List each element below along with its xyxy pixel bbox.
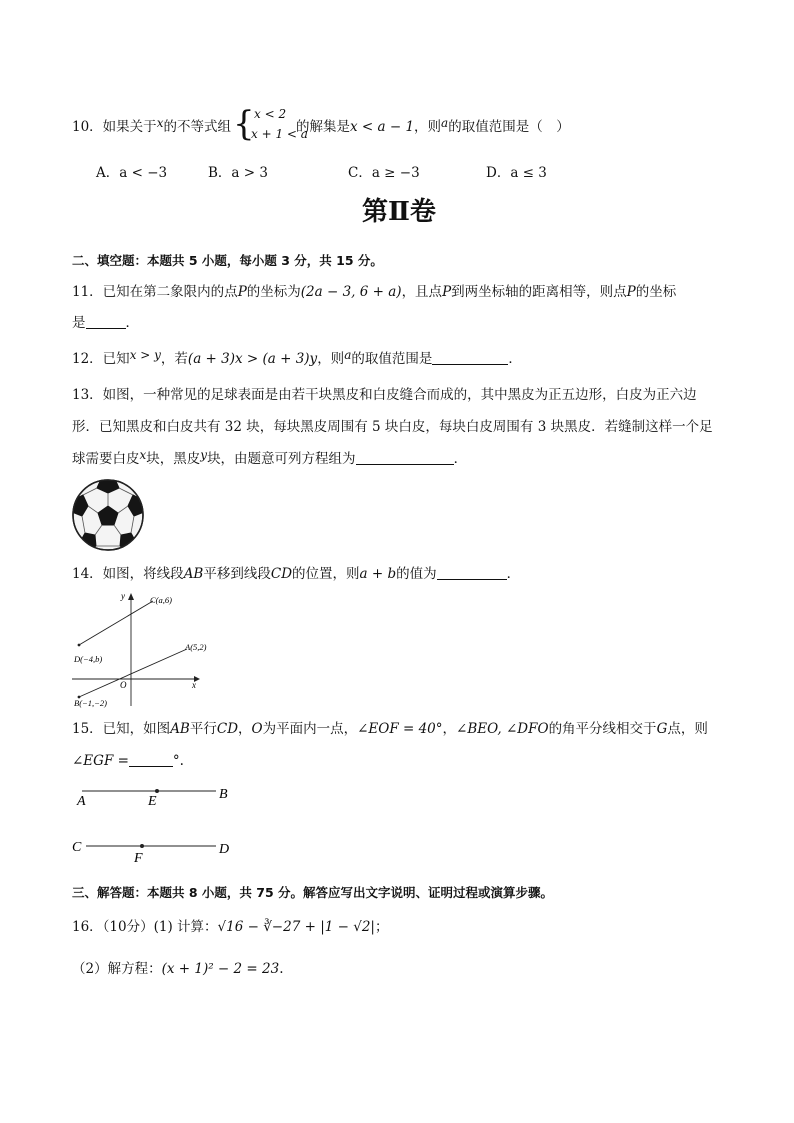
q11-line2: 是 ． [72, 315, 139, 331]
part-title: 第Ⅱ卷 [362, 197, 436, 227]
q16-part1: 16．（10分）(1) 计算：√16 − ∛−27 + |1 − √2|； [72, 919, 389, 935]
q13-line2: 形．已知黑皮和白皮共有 32 块，每块黑皮周围有 5 块白皮，每块白皮周围有 3 块黑皮．若缝制这样一个足 [72, 419, 713, 435]
y-axis-label: y [121, 591, 125, 601]
point-d-label: D(−4,b) [74, 654, 103, 664]
q13-line3: 球需要白皮x块，黑皮y块，由题意可列方程组为 ． [72, 448, 468, 467]
label-f: F [134, 851, 143, 866]
q10-option-b[interactable]: B．a > 3 [208, 165, 268, 181]
system-top: x < 2 [254, 107, 287, 121]
q12-answer-blank[interactable] [432, 350, 508, 365]
point-b-label: B(−1,−2) [74, 698, 107, 708]
label-d: D [219, 842, 230, 857]
q10-option-a[interactable]: A．a < −3 [96, 165, 168, 181]
coordinate-figure [70, 588, 210, 710]
label-c: C [72, 840, 82, 855]
parallel-lines-figure [70, 780, 240, 866]
q16-part2: （2）解方程：(x + 1)² − 2 = 23. [72, 961, 284, 977]
q10-option-d[interactable]: D．a ≤ 3 [486, 165, 547, 181]
q15-answer-blank[interactable] [129, 752, 173, 767]
point-e [155, 789, 159, 793]
point-a-label: A(5,2) [185, 642, 207, 652]
q13-line1: 13．如图，一种常见的足球表面是由若干块黑皮和白皮缝合而成的，其中黑皮为正五边形，白皮为正六边 [72, 387, 697, 403]
section-3-heading: 三、解答题：本题共 8 小题，共 75 分。解答应写出文字说明、证明过程或演算步骤。 [72, 885, 554, 900]
point-c-label: C(a,6) [150, 595, 172, 605]
soccer-ball-icon [71, 478, 145, 552]
system-bottom: x + 1 < a [251, 127, 308, 141]
x-axis-label: x [192, 680, 196, 690]
segment-cd [79, 601, 153, 645]
q10-line-end: 的解集是x < a − 1，则a的取值范围是（ ） [296, 116, 570, 135]
section-2-heading: 二、填空题：本题共 5 小题，每小题 3 分，共 15 分。 [72, 253, 383, 268]
q14-answer-blank[interactable] [437, 565, 507, 580]
q11-answer-blank[interactable] [86, 314, 126, 329]
q10-option-c[interactable]: C．a ≥ −3 [348, 165, 420, 181]
q12-line: 12．已知x > y，若(a + 3)x > (a + 3)y，则a的取值范围是 ． [72, 348, 522, 367]
q14-line: 14．如图，将线段AB平移到线段CD的位置，则a + b的值为 ． [72, 566, 521, 582]
q15-line2: ∠EGF = °. [72, 753, 184, 769]
point-f [140, 844, 144, 848]
label-a: A [77, 794, 86, 809]
label-e: E [148, 794, 157, 809]
q13-answer-blank[interactable] [356, 450, 454, 465]
system-brace: { [233, 104, 255, 144]
origin-label: O [120, 680, 127, 690]
q15-line1: 15．已知，如图AB平行CD，O为平面内一点，∠EOF = 40°，∠BEO, ∠DFO的角平分线相交于G点，则 [72, 721, 708, 737]
q11-line1: 11．已知在第二象限内的点P的坐标为(2a − 3, 6 + a)，且点P到两坐标轴的距离相等，则点P的坐标 [72, 284, 677, 300]
q10-line: 10．如果关于x的不等式组 [72, 116, 231, 135]
label-b: B [219, 787, 228, 802]
